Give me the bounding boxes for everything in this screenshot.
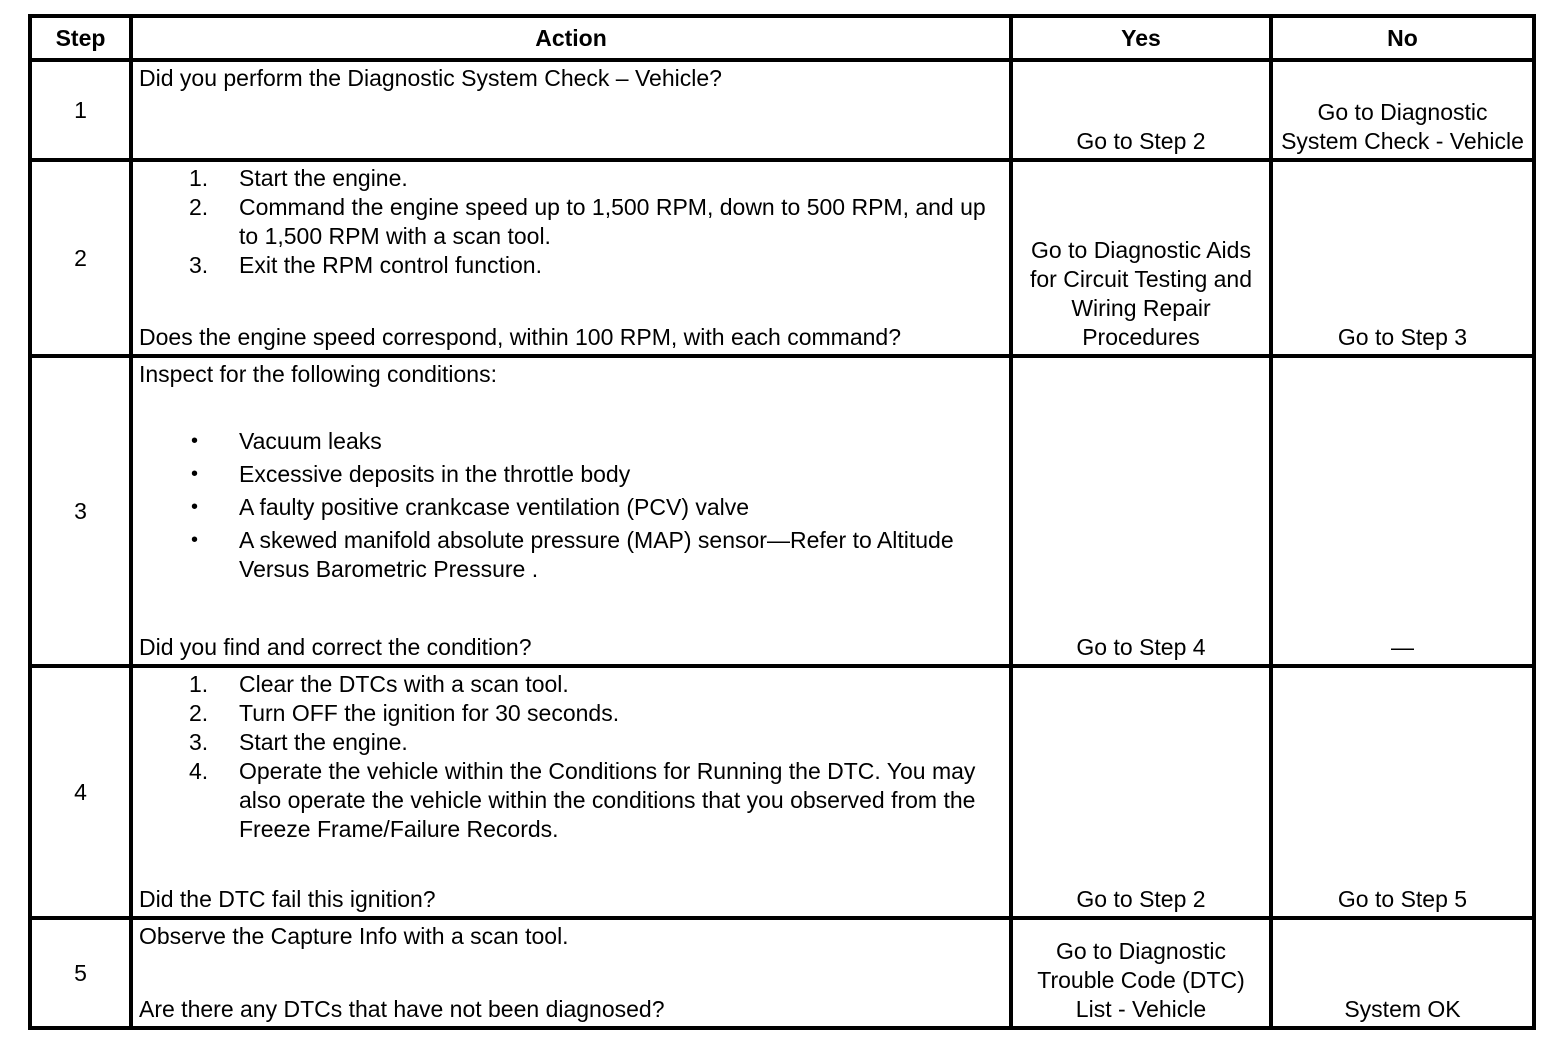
- list-text: Operate the vehicle within the Conditions for Running the DTC. You may also operate the vehicle within the conditions that you observed from the Freeze Frame/Failure Records.: [239, 758, 976, 842]
- action-cell: [131, 160, 1011, 356]
- yes-result: Go to Step 2: [1011, 666, 1271, 918]
- list-item: [139, 164, 1003, 193]
- list-item: [139, 670, 1003, 699]
- action-cell: [131, 356, 1011, 666]
- bullet-icon: •: [191, 463, 199, 485]
- step-list: [139, 670, 1003, 844]
- action-question: Did you find and correct the condition?: [139, 634, 532, 660]
- list-text: Turn OFF the ignition for 30 seconds.: [239, 700, 620, 726]
- step-list: [139, 164, 1003, 280]
- yes-result: Go to Step 4: [1011, 356, 1271, 666]
- list-text: Excessive deposits in the throttle body: [239, 461, 631, 487]
- table-row: [30, 356, 1534, 666]
- list-text: Start the engine.: [239, 729, 408, 755]
- header-yes: Yes: [1011, 16, 1271, 60]
- list-item: [139, 493, 1003, 522]
- header-no: No: [1271, 16, 1534, 60]
- no-result: Go to Step 5: [1271, 666, 1534, 918]
- action-intro: Observe the Capture Info with a scan tool.: [139, 923, 569, 949]
- no-result: —: [1271, 356, 1534, 666]
- yes-result: Go to Diagnostic Aids for Circuit Testing and Wiring Repair Procedures: [1011, 160, 1271, 356]
- bullet-icon: •: [191, 496, 199, 518]
- header-action: Action: [131, 16, 1011, 60]
- list-number: 2.: [189, 194, 209, 220]
- list-item: [139, 699, 1003, 728]
- header-step: Step: [30, 16, 131, 60]
- list-number: 1.: [189, 671, 209, 697]
- table-row: [30, 666, 1534, 918]
- yes-result: Go to Diagnostic Trouble Code (DTC) List - Vehicle: [1011, 918, 1271, 1028]
- step-number: 4: [30, 666, 131, 918]
- bullet-icon: •: [191, 529, 199, 551]
- action-question: Are there any DTCs that have not been diagnosed?: [139, 996, 665, 1022]
- list-item: [139, 193, 1003, 251]
- list-number: 3.: [189, 729, 209, 755]
- list-item: [139, 728, 1003, 757]
- table-row: [30, 160, 1534, 356]
- table-row: [30, 918, 1534, 1028]
- step-number: 1: [30, 60, 131, 160]
- no-result: Go to Step 3: [1271, 160, 1534, 356]
- yes-result: Go to Step 2: [1011, 60, 1271, 160]
- list-text: Start the engine.: [239, 165, 408, 191]
- action-question: Does the engine speed correspond, within 100 RPM, with each command?: [139, 324, 901, 350]
- list-text: A faulty positive crankcase ventilation (PCV) valve: [239, 494, 750, 520]
- list-item: [139, 460, 1003, 489]
- list-item: [139, 526, 1003, 584]
- condition-list: [139, 427, 1003, 584]
- header-row: [30, 16, 1534, 60]
- action-cell: [131, 60, 1011, 160]
- list-text: Command the engine speed up to 1,500 RPM, down to 500 RPM, and up to 1,500 RPM with a scan tool.: [239, 194, 986, 249]
- action-question: Did the DTC fail this ignition?: [139, 886, 436, 912]
- diagnostic-table: [28, 14, 1536, 1030]
- list-number: 3.: [189, 252, 209, 278]
- action-cell: [131, 666, 1011, 918]
- list-number: 1.: [189, 165, 209, 191]
- no-result: System OK: [1271, 918, 1534, 1028]
- table-row: [30, 60, 1534, 160]
- step-number: 5: [30, 918, 131, 1028]
- step-number: 2: [30, 160, 131, 356]
- step-number: 3: [30, 356, 131, 666]
- list-item: [139, 757, 1003, 844]
- bullet-icon: •: [191, 430, 199, 452]
- list-text: Clear the DTCs with a scan tool.: [239, 671, 569, 697]
- action-intro: Inspect for the following conditions:: [139, 361, 497, 387]
- action-question: Did you perform the Diagnostic System Check – Vehicle?: [139, 65, 722, 91]
- list-item: [139, 427, 1003, 456]
- list-number: 2.: [189, 700, 209, 726]
- action-cell: [131, 918, 1011, 1028]
- no-result: Go to Diagnostic System Check - Vehicle: [1271, 60, 1534, 160]
- list-number: 4.: [189, 758, 209, 784]
- list-text: A skewed manifold absolute pressure (MAP) sensor—Refer to Altitude Versus Barometric Pressure .: [239, 527, 954, 582]
- list-item: [139, 251, 1003, 280]
- list-text: Exit the RPM control function.: [239, 252, 542, 278]
- list-text: Vacuum leaks: [239, 428, 382, 454]
